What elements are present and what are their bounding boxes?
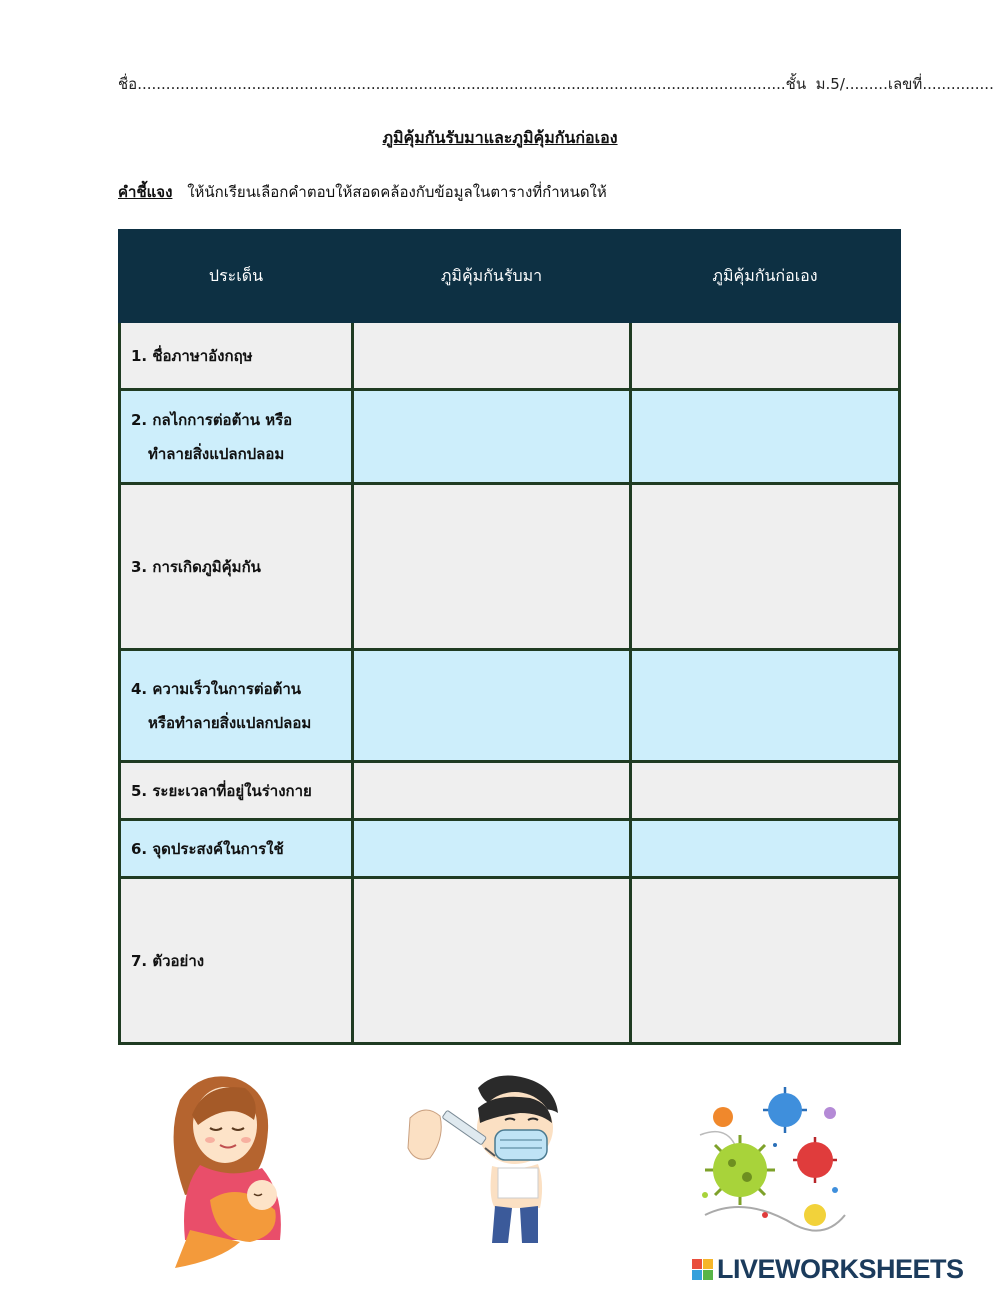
topic-cell: [120, 878, 353, 1044]
topic-cell: [120, 762, 353, 820]
class-blank[interactable]: .........: [844, 75, 888, 93]
table-row: [120, 878, 900, 1044]
answer-cell-active[interactable]: [631, 650, 900, 762]
answer-cell-passive[interactable]: [353, 820, 631, 878]
topic-text: 6. จุดประสงค์ในการใช้: [131, 839, 284, 858]
number-label: เลขที่: [887, 75, 923, 93]
table-row: [120, 390, 900, 484]
liveworksheets-logo: [692, 1254, 964, 1284]
answer-cell-passive[interactable]: [353, 878, 631, 1044]
topic-text: 3. การเกิดภูมิคุ้มกัน: [131, 557, 261, 576]
logo-mark-icon: [692, 1259, 713, 1280]
breastfeeding-mother-icon[interactable]: [150, 1070, 310, 1270]
viruses-icon[interactable]: [685, 1075, 855, 1245]
table-header-row: [120, 231, 900, 322]
table-row: [120, 484, 900, 650]
answer-cell-active[interactable]: [631, 322, 900, 390]
header-passive-immunity: ภูมิคุ้มกันรับมา: [353, 231, 631, 322]
class-value: ม.5/: [815, 75, 845, 93]
name-blank[interactable]: ........................................................................................................................................: [137, 75, 786, 93]
table-row: [120, 322, 900, 390]
vaccination-boy-icon[interactable]: [400, 1068, 570, 1248]
topic-text: 7. ตัวอย่าง: [131, 951, 205, 970]
table-row: [120, 762, 900, 820]
answer-cell-active[interactable]: [631, 820, 900, 878]
answer-cell-passive[interactable]: [353, 762, 631, 820]
answer-cell-active[interactable]: [631, 878, 900, 1044]
topic-cell: [120, 650, 353, 762]
logo-square: [692, 1270, 702, 1280]
answer-cell-passive[interactable]: [353, 484, 631, 650]
instruction-text: ให้นักเรียนเลือกคำตอบให้สอดคล้องกับข้อมูลในตารางที่กำหนดให้: [187, 183, 607, 201]
topic-cell: [120, 820, 353, 878]
instruction-label: คำชี้แจง: [118, 183, 173, 201]
name-label: ชื่อ: [118, 75, 138, 93]
answer-cell-passive[interactable]: [353, 390, 631, 484]
table-row: [120, 650, 900, 762]
answer-cell-passive[interactable]: [353, 650, 631, 762]
topic-text-cont: ทำลายสิ่งแปลกปลอม: [148, 444, 285, 463]
student-info-line: [118, 72, 994, 96]
number-blank[interactable]: ...............: [922, 75, 994, 93]
table-row: [120, 820, 900, 878]
topic-cell: [120, 390, 353, 484]
topic-text: 2. กลไกการต่อต้าน หรือ: [131, 410, 293, 429]
topic-text: 5. ระยะเวลาที่อยู่ในร่างกาย: [131, 781, 312, 800]
answer-cell-active[interactable]: [631, 484, 900, 650]
instruction: [118, 180, 607, 204]
topic-text-cont: หรือทำลายสิ่งแปลกปลอม: [148, 713, 312, 732]
answer-cell-active[interactable]: [631, 762, 900, 820]
comparison-table: [118, 229, 901, 1045]
header-topic: ประเด็น: [120, 231, 353, 322]
topic-cell: [120, 484, 353, 650]
header-active-immunity: ภูมิคุ้มกันก่อเอง: [631, 231, 900, 322]
logo-square: [703, 1270, 713, 1280]
class-label: ชั้น: [785, 75, 807, 93]
topic-text: 4. ความเร็วในการต่อต้าน: [131, 679, 302, 698]
answer-cell-active[interactable]: [631, 390, 900, 484]
answer-cell-passive[interactable]: [353, 322, 631, 390]
page-title: ภูมิคุ้มกันรับมาและภูมิคุ้มกันก่อเอง: [382, 128, 618, 147]
logo-text: LIVEWORKSHEETS: [717, 1253, 964, 1284]
logo-square: [692, 1259, 702, 1269]
topic-text: 1. ชื่อภาษาอังกฤษ: [131, 346, 253, 365]
logo-square: [703, 1259, 713, 1269]
topic-cell: [120, 322, 353, 390]
